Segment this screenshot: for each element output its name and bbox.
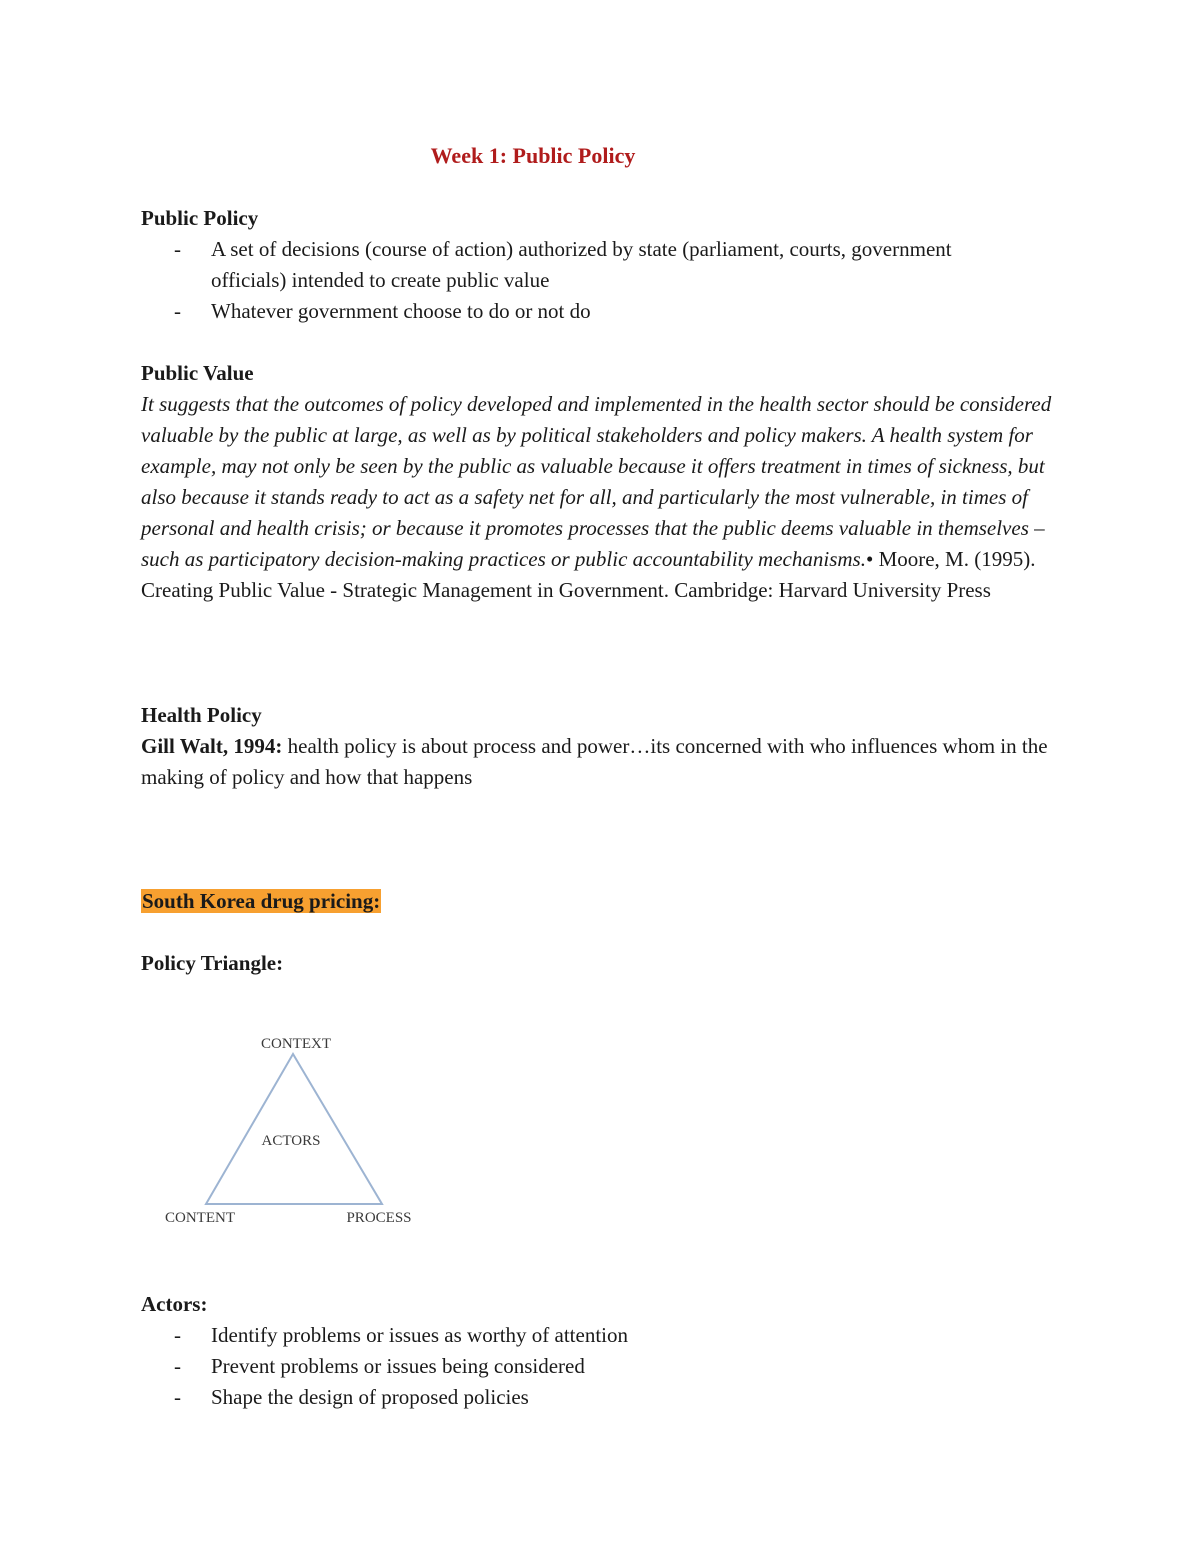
list-item-text: A set of decisions (course of action) authorized by state (parliament, courts, government: [211, 237, 952, 261]
public-policy-heading: Public Policy: [141, 206, 259, 230]
list-item: [141, 1320, 1061, 1351]
bullet-dash: -: [174, 1323, 181, 1347]
list-item: [141, 296, 1061, 327]
bullet-dash: -: [174, 1354, 181, 1378]
list-item-text: Identify problems or issues as worthy of attention: [211, 1323, 629, 1347]
health-policy-heading: Health Policy: [141, 703, 262, 727]
bullet-dash: -: [174, 299, 181, 323]
policy-triangle-heading: Policy Triangle:: [141, 951, 284, 975]
public-policy-list: [141, 234, 1061, 327]
actors-list: [141, 1320, 1061, 1413]
public-value-quote: It suggests that the outcomes of policy developed and implemented in the health sector should be considered valuable by the public at large, as well as by political stakeholders and policy makers. A health system for example, may not only be seen by the public as valuable because it offers treatment in times of sickness, but also because it stands ready to act as a safety net for all, and particularly the most vulnerable, in times of personal and health crisis; or because it promotes processes that the public deems valuable in themselves – such as participatory decision-making practices or public accountability mechanisms.: [141, 392, 1052, 571]
health-policy-author: Gill Walt, 1994:: [141, 734, 283, 758]
list-item: [141, 234, 1061, 296]
list-item-text: Shape the design of proposed policies: [211, 1385, 529, 1409]
south-korea-heading: South Korea drug pricing:: [142, 889, 381, 913]
list-item-text: Prevent problems or issues being considered: [211, 1354, 585, 1378]
policy-triangle-section: [141, 948, 1061, 979]
triangle-svg: [150, 1028, 440, 1233]
triangle-shape: [206, 1054, 382, 1204]
public-value-section: [141, 358, 1061, 606]
health-policy-section: [141, 700, 1061, 793]
actors-heading: Actors:: [141, 1292, 208, 1316]
list-item-text: officials) intended to create public value: [211, 268, 550, 292]
south-korea-section: [141, 886, 1061, 917]
public-policy-section: [141, 203, 1061, 327]
health-policy-paragraph: [141, 731, 1061, 793]
list-item-text: Whatever government choose to do or not do: [211, 299, 591, 323]
page-title: Week 1: Public Policy: [430, 143, 636, 168]
public-value-heading: Public Value: [141, 361, 254, 385]
triangle-label-process: PROCESS: [346, 1210, 412, 1226]
bullet-dash: -: [174, 1385, 181, 1409]
triangle-label-actors: ACTORS: [261, 1133, 321, 1149]
actors-section: [141, 1289, 1061, 1413]
policy-triangle-diagram: [150, 1028, 440, 1233]
public-value-citation: • Moore, M. (1995). Creating Public Value - Strategic Management in Government. Cambridge: Harvard University Press: [141, 547, 1036, 602]
list-item: [141, 1351, 1061, 1382]
public-value-paragraph: [141, 389, 1061, 606]
list-item: [141, 1382, 1061, 1413]
triangle-label-context: CONTEXT: [261, 1036, 331, 1052]
health-policy-text: health policy is about process and power…its concerned with who influences whom in the making of policy and how that happens: [141, 734, 1048, 789]
bullet-dash: -: [174, 237, 181, 261]
triangle-label-content: CONTENT: [165, 1210, 235, 1226]
